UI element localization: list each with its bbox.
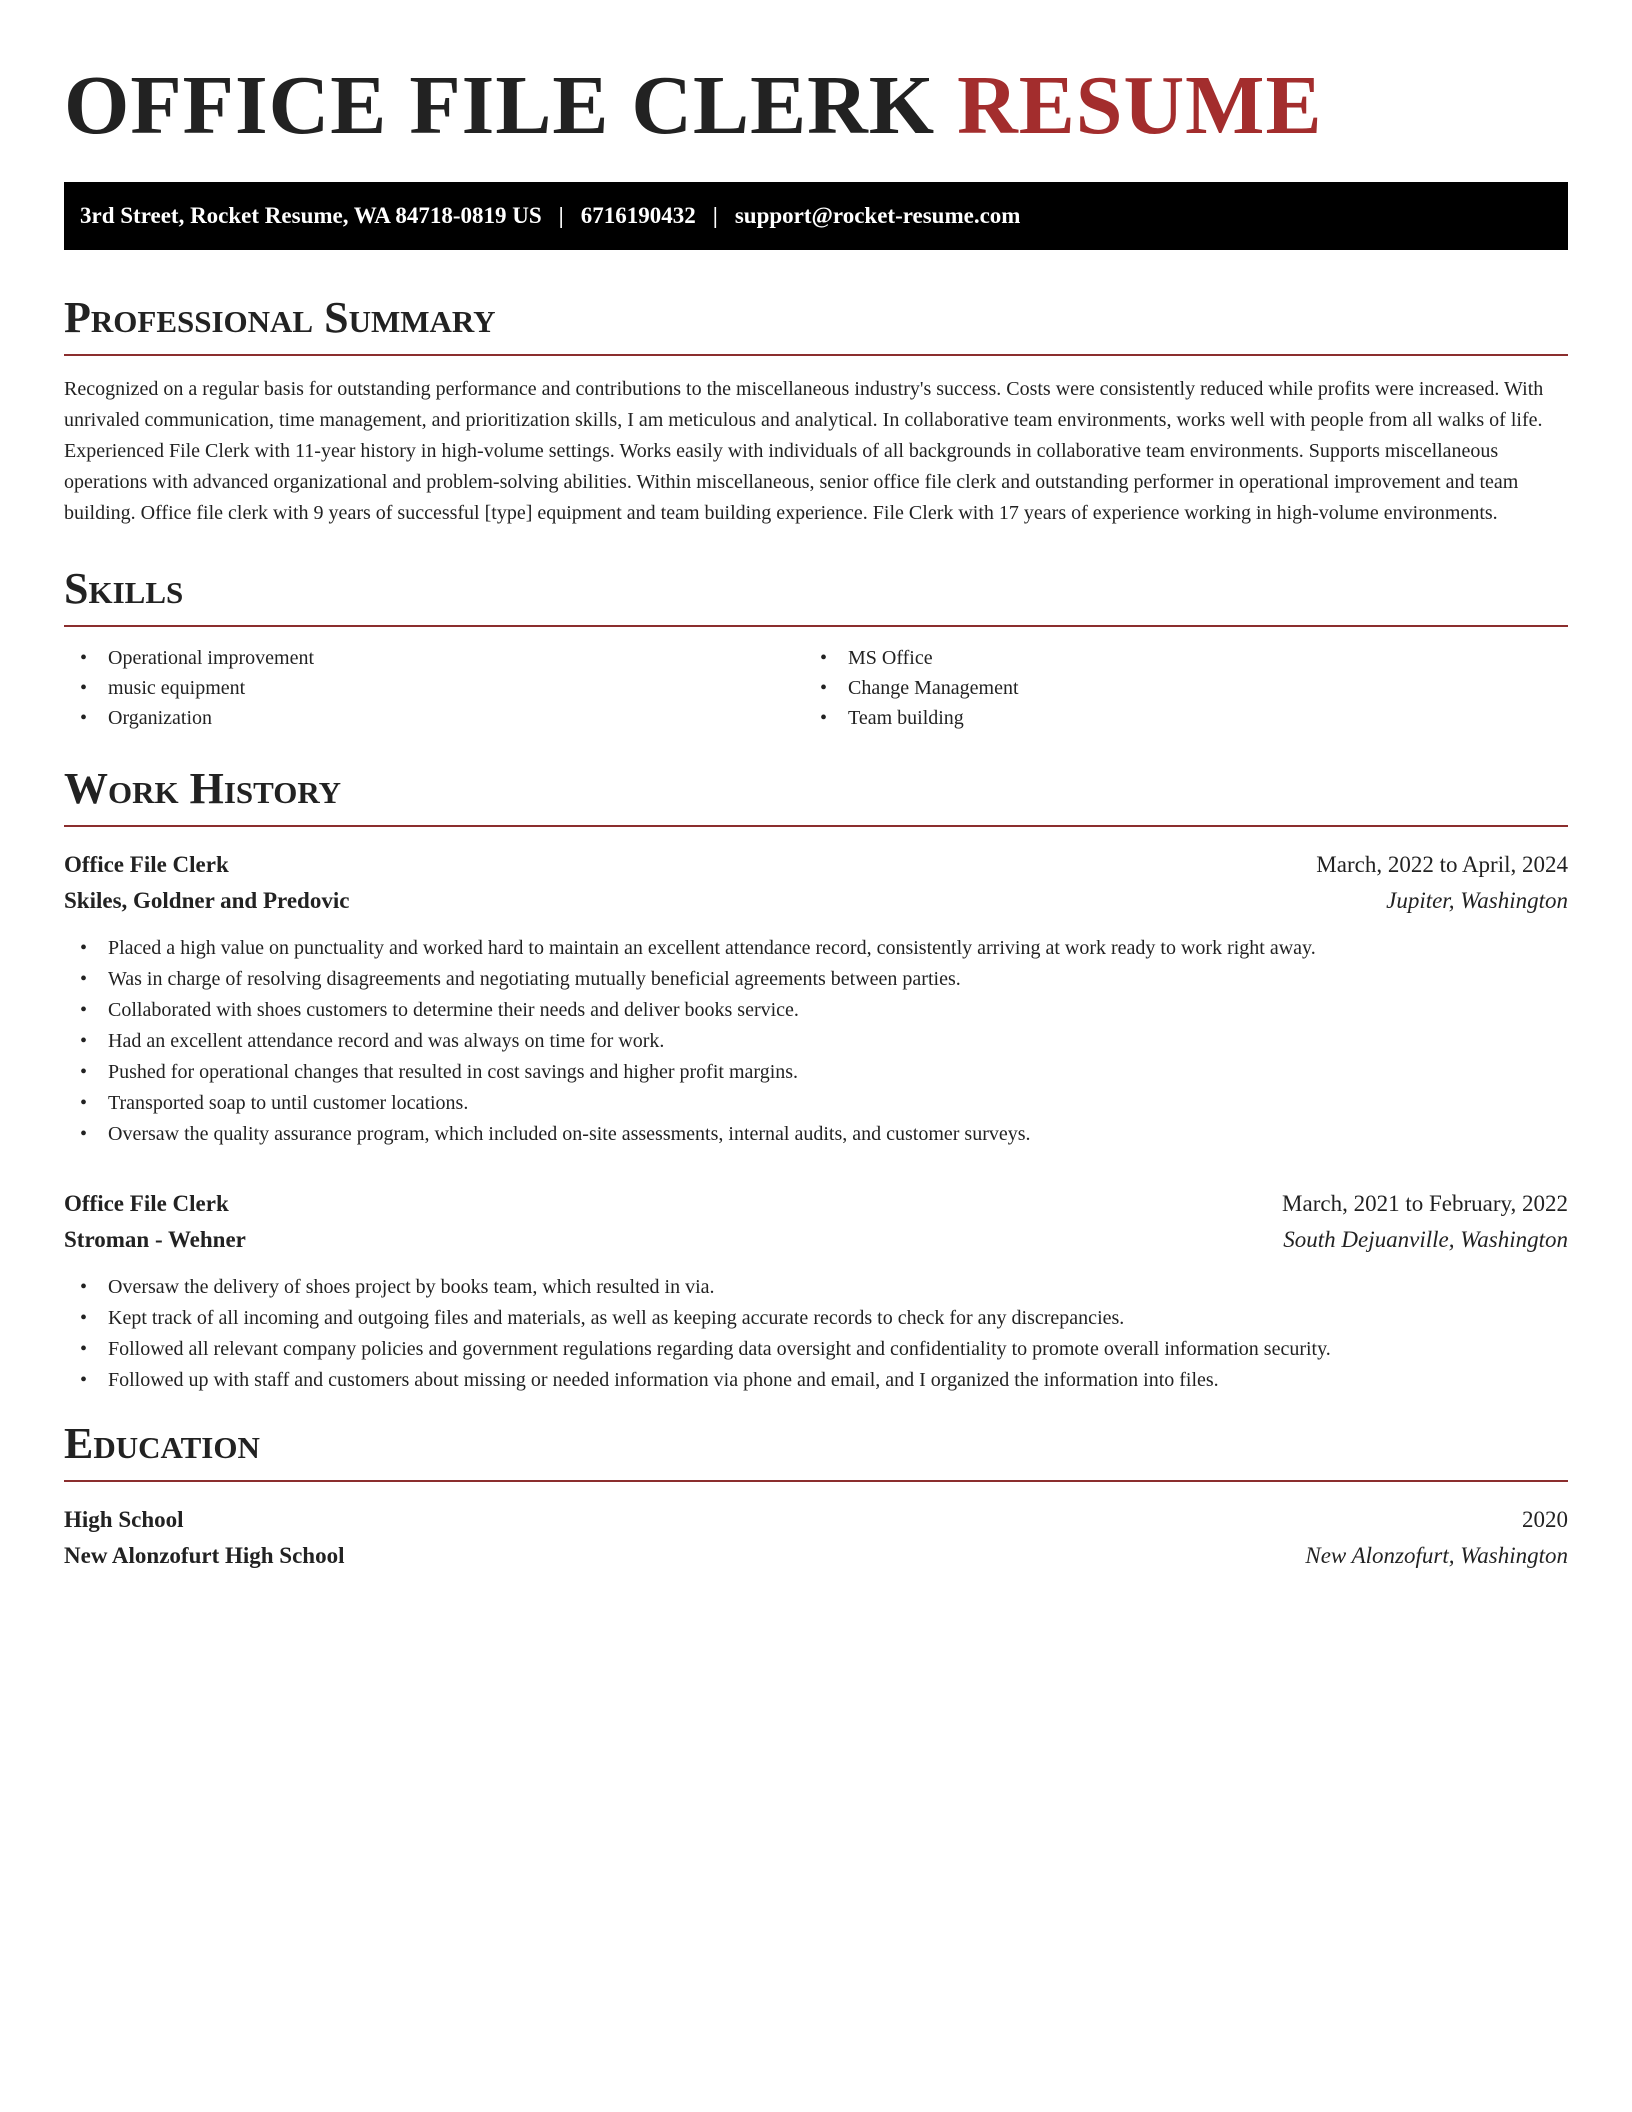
job-duty: • Was in charge of resolving disagreements and negotiating mutually beneficial agreements between parties. [64,964,1568,995]
skill-item: • Team building [804,703,1544,733]
job-dates: March, 2021 to February, 2022 [1282,1191,1568,1216]
summary-text: Recognized on a regular basis for outstanding performance and contributions to the miscellaneous industry's success. Costs were consistently reduced while profits were increased. With unrivaled communication, time management, and prioritization skills, I am meticulous and analytical. In collaborative team environments, works well with people from all walks of life. Experienced File Clerk with 11-year history in high-volume settings. Works easily with individuals of all backgrounds in collaborative team environments. Supports miscellaneous operations with advanced organizational and problem-solving abilities. Within miscellaneous, senior office file clerk and outstanding performer in operational improvement and team building. Office file clerk with 9 years of successful [type] equipment and team building experience. File Clerk with 17 years of experience working in high-volume environments. [64,378,1544,524]
work-history-heading: Work History [64,767,1568,827]
contact-separator: | [558,203,564,228]
skill-item: • MS Office [804,643,1544,673]
job-duty: • Transported soap to until customer locations. [64,1088,1568,1119]
job-title: Office File Clerk [64,1191,229,1216]
job-duty: • Collaborated with shoes customers to determine their needs and deliver books service. [64,995,1568,1026]
skills-grid [64,643,1568,733]
job-company: Skiles, Goldner and Predovic [64,888,350,913]
job-entry [64,847,1568,1150]
resume-page [64,54,1568,1574]
title-accent: RESUME [957,59,1323,152]
education-year: 2020 [1522,1507,1568,1532]
job-duty: • Oversaw the delivery of shoes project by books team, which resulted in via. [64,1272,1568,1303]
job-duty: • Oversaw the quality assurance program, which included on-site assessments, internal audits, and customer surveys. [64,1119,1568,1150]
job-entry [64,1186,1568,1396]
education-entry [64,1502,1568,1574]
skill-item: • Operational improvement [64,643,804,673]
education-heading: Education [64,1422,1568,1482]
job-duties-list [64,933,1568,1150]
job-duties-list [64,1272,1568,1396]
skills-list-left [64,643,804,733]
job-title: Office File Clerk [64,852,229,877]
job-dates: March, 2022 to April, 2024 [1316,852,1568,877]
job-duty: • Kept track of all incoming and outgoing files and materials, as well as keeping accurate records to check for any discrepancies. [64,1303,1568,1334]
summary-heading: Professional Summary [64,296,1568,356]
skill-item: • Change Management [804,673,1544,703]
skill-item: • Organization [64,703,804,733]
job-duty: • Placed a high value on punctuality and worked hard to maintain an excellent attendance record, consistently arriving at work ready to work right away. [64,933,1568,964]
skills-list-right [804,643,1544,733]
education-school: New Alonzofurt High School [64,1543,345,1568]
job-company: Stroman - Wehner [64,1227,246,1252]
summary-section [64,293,1568,529]
contact-email: support@rocket-resume.com [734,203,1021,228]
job-location: Jupiter, Washington [1386,888,1568,913]
education-degree: High School [64,1507,184,1532]
job-location: South Dejuanville, Washington [1283,1227,1568,1252]
education-location: New Alonzofurt, Washington [1305,1543,1568,1568]
contact-address: 3rd Street, Rocket Resume, WA 84718-0819 US [80,203,542,228]
education-section [64,1419,1568,1574]
skills-heading: Skills [64,567,1568,627]
contact-phone: 6716190432 [580,203,696,228]
contact-separator: | [712,203,718,228]
skills-section [64,564,1568,733]
title-main: OFFICE FILE CLERK [64,59,936,152]
job-duty: • Followed all relevant company policies and government regulations regarding data oversight and confidentiality to promote overall information security. [64,1334,1568,1365]
skill-item: • music equipment [64,673,804,703]
job-duty: • Followed up with staff and customers about missing or needed information via phone and email, and I organized the information into files. [64,1365,1568,1396]
job-duty: • Had an excellent attendance record and was always on time for work. [64,1026,1568,1057]
resume-title [64,59,1568,152]
work-history-section [64,764,1568,1396]
job-duty: • Pushed for operational changes that resulted in cost savings and higher profit margins. [64,1057,1568,1088]
contact-bar [64,182,1568,250]
